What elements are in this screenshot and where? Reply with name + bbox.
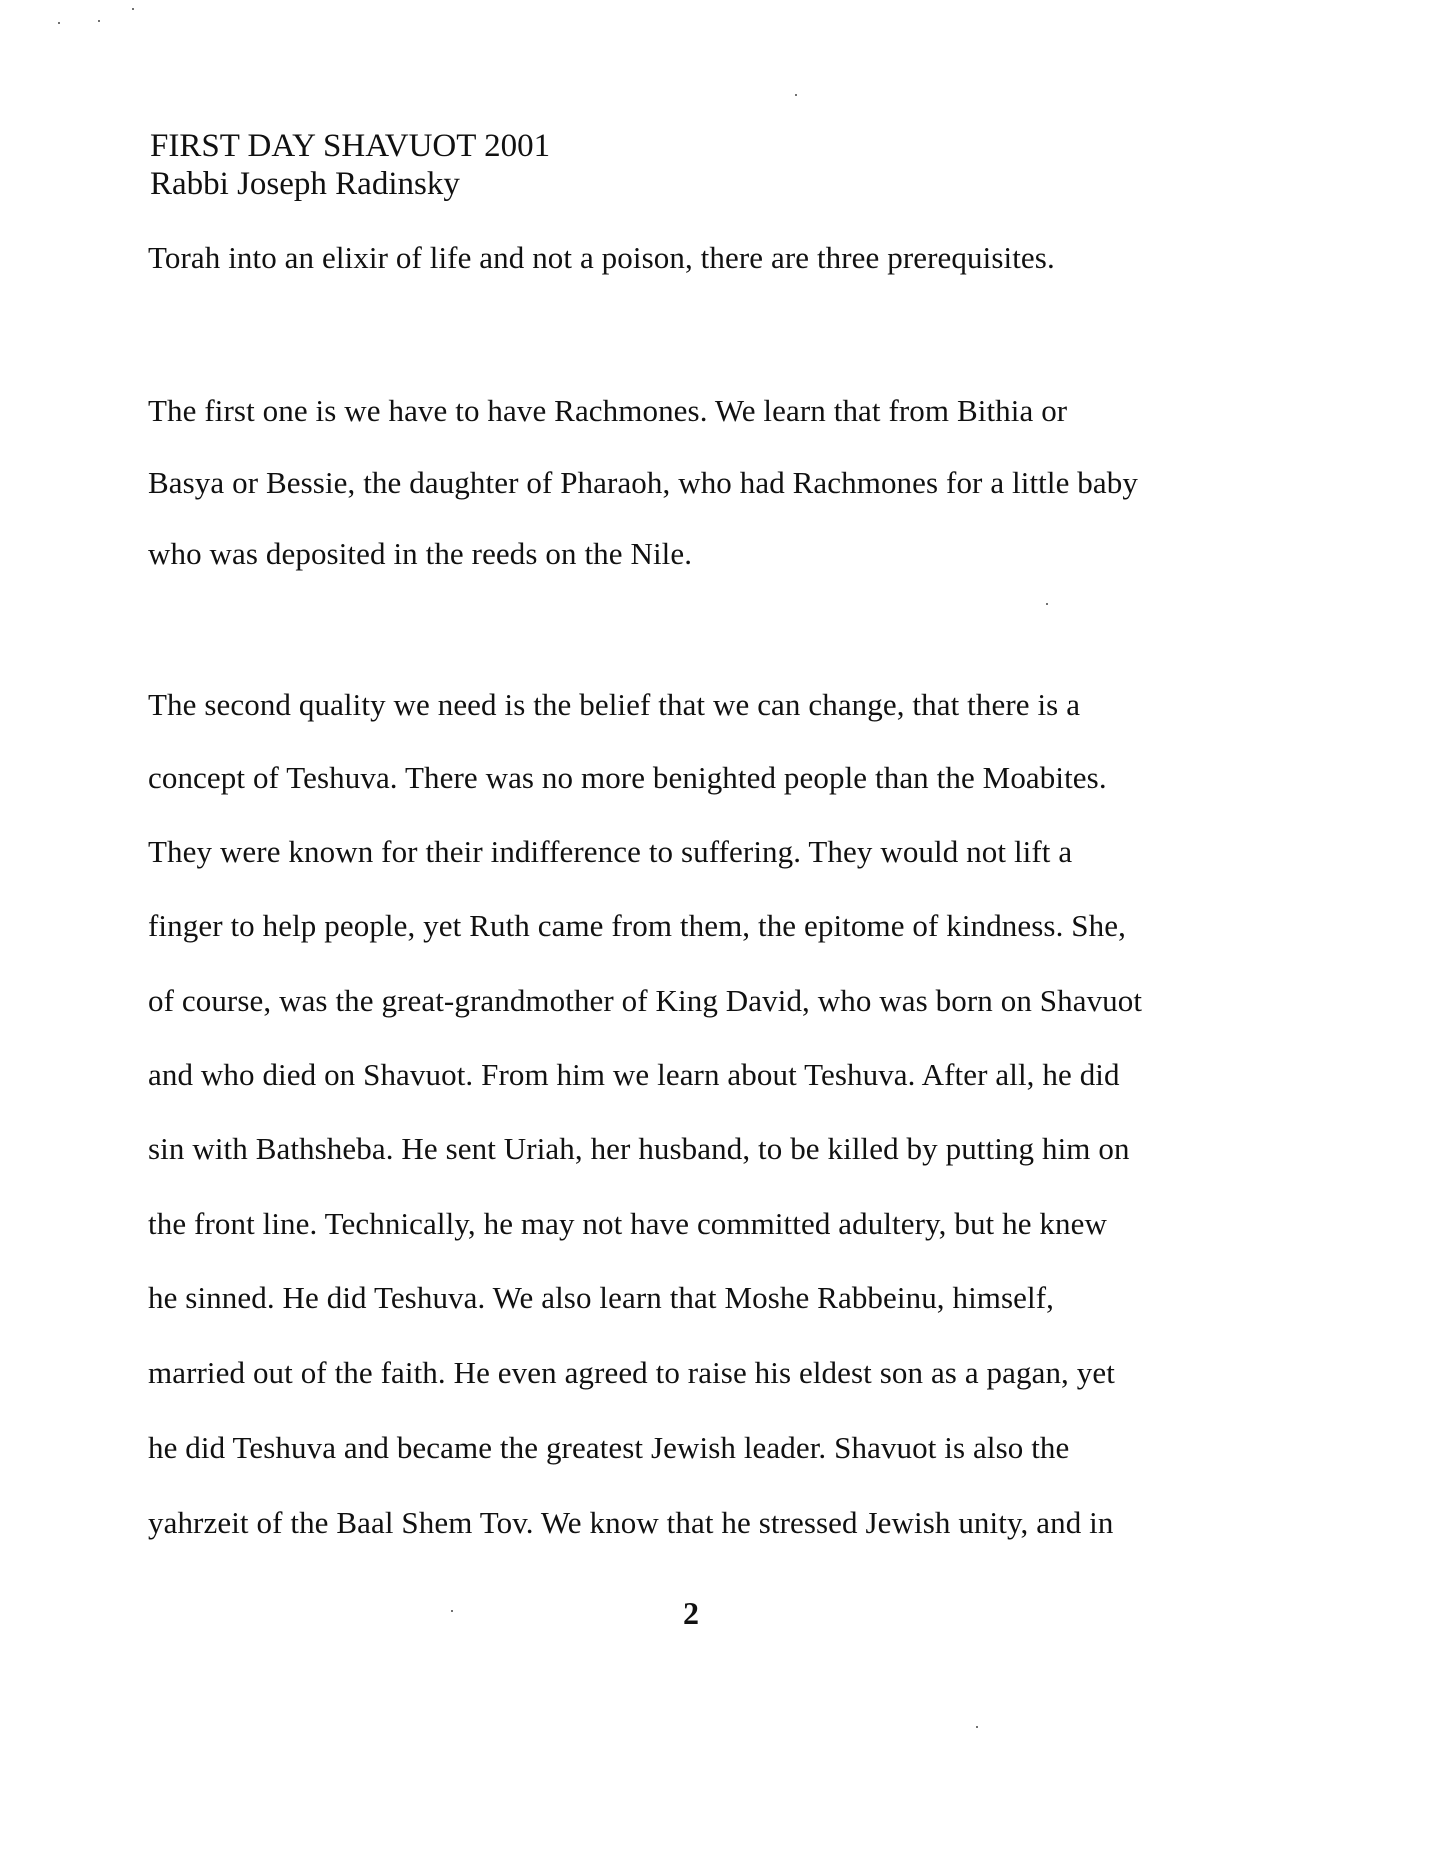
text-line: married out of the faith. He even agreed to raise his eldest son as a pagan, yet <box>148 1355 1115 1390</box>
text-line: Basya or Bessie, the daughter of Pharaoh, who had Rachmones for a little baby <box>148 465 1138 500</box>
text-line: he sinned. He did Teshuva. We also learn that Moshe Rabbeinu, himself, <box>148 1280 1055 1315</box>
text-line: who was deposited in the reeds on the Nile. <box>148 536 693 571</box>
document-title: FIRST DAY SHAVUOT 2001 <box>150 128 551 164</box>
text-line: They were known for their indifference to suffering. They would not lift a <box>148 834 1073 869</box>
scan-speck <box>132 8 134 10</box>
document-header <box>150 127 550 203</box>
text-line: finger to help people, yet Ruth came from them, the epitome of kindness. She, <box>148 908 1126 943</box>
page-number: 2 <box>683 1595 699 1631</box>
text-line: yahrzeit of the Baal Shem Tov. We know that he stressed Jewish unity, and in <box>148 1505 1114 1540</box>
intro-line: Torah into an elixir of life and not a poison, there are three prerequisites. <box>148 240 1055 275</box>
document-author: Rabbi Joseph Radinsky <box>150 166 460 202</box>
text-line: the front line. Technically, he may not have committed adultery, but he knew <box>148 1206 1107 1241</box>
scan-speck <box>98 20 100 22</box>
text-line: concept of Teshuva. There was no more benighted people than the Moabites. <box>148 760 1107 795</box>
scan-speck <box>451 1610 453 1612</box>
text-line: The first one is we have to have Rachmones. We learn that from Bithia or <box>148 393 1068 428</box>
scan-speck <box>795 94 797 96</box>
text-line: The second quality we need is the belief that we can change, that there is a <box>148 687 1081 722</box>
text-line: and who died on Shavuot. From him we learn about Teshuva. After all, he did <box>148 1057 1120 1092</box>
scan-speck <box>1046 603 1048 605</box>
text-line: he did Teshuva and became the greatest Jewish leader. Shavuot is also the <box>148 1430 1070 1465</box>
scan-speck <box>976 1726 978 1728</box>
scan-speck <box>58 22 60 24</box>
text-line: sin with Bathsheba. He sent Uriah, her husband, to be killed by putting him on <box>148 1131 1130 1166</box>
text-line: of course, was the great-grandmother of King David, who was born on Shavuot <box>148 983 1143 1018</box>
